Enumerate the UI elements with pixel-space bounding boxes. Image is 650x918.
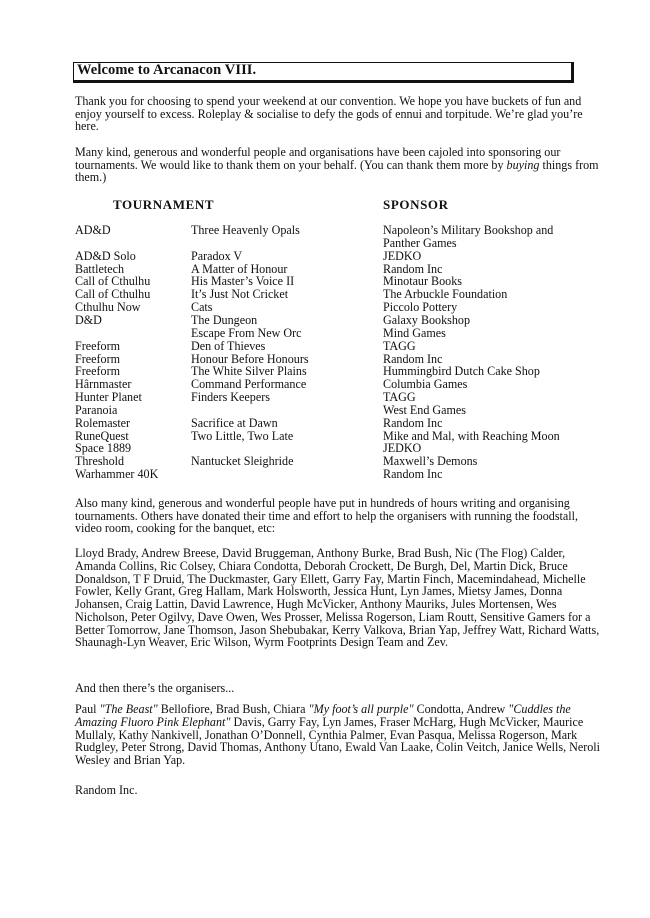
tournament-name-cell: Den of Thieves	[191, 338, 266, 353]
sponsor-cell: Maxwell’s Demons	[383, 454, 478, 469]
tournament-name-cell: A Matter of Honour	[191, 261, 288, 276]
tournament-name-cell: Command Performance	[191, 377, 307, 392]
game-system-cell: AD&D	[75, 223, 111, 237]
tournament-name-cell: Finders Keepers	[191, 390, 270, 405]
sponsor-cell: JEDKO	[383, 248, 422, 263]
sponsor-cell: Galaxy Bookshop	[383, 312, 471, 327]
helpers-intro-paragraph: Also many kind, generous and wonderful people have put in hundreds of hours writing and organising tournaments. Others have donated their time and effort to help the organisers with running the foodstall, video room, cooking for the banquet, etc:	[75, 496, 579, 536]
tournament-name-cell: Sacrifice at Dawn	[191, 415, 278, 430]
sponsor-cell: Mike and Mal, with Reaching Moon	[383, 428, 560, 443]
tournament-name-cell: The White Silver Plains	[191, 364, 307, 379]
tournament-name-cell: Cats	[191, 300, 213, 315]
intro-paragraph: Thank you for choosing to spend your weekend at our convention. We hope you have buckets of fun and enjoy yourself to excess. Roleplay & socialise to defy the gods of ennui and torpitude. We’re glad you’re here.	[75, 94, 583, 134]
organisers-intro-paragraph: And then there’s the organisers...	[75, 681, 235, 695]
table-row	[0, 314, 650, 327]
organisers-text: Paul	[75, 702, 100, 716]
sponsor-cell: Mind Games	[383, 325, 446, 340]
sponsor-cell: JEDKO	[383, 441, 422, 456]
table-row	[0, 250, 650, 263]
organiser-nickname: "The Beast"	[99, 702, 158, 716]
sponsor-cell: Random Inc	[383, 415, 443, 430]
game-system-cell: Call of Cthulhu	[75, 287, 151, 302]
organiser-nickname: "Cuddles the Amazing Fluoro Pink Elephant"	[75, 702, 571, 729]
tournament-name-cell: His Master’s Voice II	[191, 274, 295, 289]
signoff: Random Inc.	[75, 783, 138, 797]
table-row	[0, 224, 650, 237]
sponsor-cell: Minotaur Books	[383, 274, 462, 289]
game-system-cell: Hunter Planet	[75, 390, 142, 405]
tournament-name-cell: The Dungeon	[191, 312, 258, 327]
organisers-paragraph	[75, 703, 605, 767]
sponsor-cell: Random Inc	[383, 467, 443, 482]
table-row	[0, 404, 650, 417]
sponsor-cell: West End Games	[383, 402, 466, 417]
sponsor-cell: Columbia Games	[383, 377, 468, 392]
page-title: Welcome to Arcanacon VIII.	[77, 62, 257, 78]
tournament-name-cell: Honour Before Honours	[191, 351, 309, 366]
table-row	[0, 237, 650, 250]
organiser-nickname: "My foot’s all purple"	[308, 702, 414, 716]
game-system-cell: AD&D Solo	[75, 248, 136, 263]
game-system-cell: Freeform	[75, 364, 120, 379]
tournament-name-cell: Two Little, Two Late	[191, 428, 294, 443]
game-system-cell: Space 1889	[75, 441, 132, 456]
game-system-cell: Paranoia	[75, 402, 118, 417]
sponsor-cell: TAGG	[383, 338, 416, 353]
sponsor-cell: Hummingbird Dutch Cake Shop	[383, 364, 540, 379]
tournament-name-cell: Paradox V	[191, 248, 243, 263]
game-system-cell: Call of Cthulhu	[75, 274, 151, 289]
tournament-name-cell: It’s Just Not Cricket	[191, 287, 289, 302]
game-system-cell: Warhammer 40K	[75, 467, 159, 482]
sponsor-cell: Napoleon’s Military Bookshop and	[383, 223, 554, 237]
tournament-name-cell: Nantucket Sleighride	[191, 454, 294, 469]
sponsor-cell: Random Inc	[383, 351, 443, 366]
organisers-text: Condotta, Andrew	[413, 702, 509, 716]
sponsor-cell: Piccolo Pottery	[383, 300, 458, 315]
tournament-name-cell: Escape From New Orc	[191, 325, 302, 340]
game-system-cell: Hârnmaster	[75, 377, 132, 392]
sponsor-cell: TAGG	[383, 390, 416, 405]
game-system-cell: RuneQuest	[75, 428, 129, 443]
table-row	[0, 468, 650, 481]
game-system-cell: Freeform	[75, 338, 120, 353]
table-row	[0, 327, 650, 340]
sponsors-intro-text: Many kind, generous and wonderful people and organisations have been cajoled into sponsoring our tournaments. We would like to thank them on your behalf. (You can thank them more by	[75, 145, 561, 172]
sponsor-column-header: SPONSOR	[383, 197, 449, 212]
sponsor-cell: Random Inc	[383, 261, 443, 276]
game-system-cell: Rolemaster	[75, 415, 131, 430]
game-system-cell: Cthulhu Now	[75, 300, 141, 315]
sponsors-intro-paragraph	[75, 146, 605, 184]
organisers-text: Bellofiore, Brad Bush, Chiara	[157, 702, 309, 716]
table-row	[0, 417, 650, 430]
game-system-cell: Threshold	[75, 454, 125, 469]
table-row	[0, 340, 650, 353]
title-box	[73, 62, 574, 83]
game-system-cell: D&D	[75, 312, 102, 327]
organisers-text: Davis, Garry Fay, Lyn James, Fraser McHarg, Hugh McVicker, Maurice Mullaly, Kathy Nankivell, Jonathan O’Donnell, Cynthia Palmer, Evan Pasqua, Melissa Rogerson, Mark Rudgley, Peter Strong, David Thomas, Anthony Utano, Ewald Van Laake, Colin Veitch, Janice Wells, Neroli Wesley and Brian Yap.	[75, 714, 601, 767]
tournament-name-cell: Three Heavenly Opals	[191, 223, 300, 237]
sponsors-intro-tail: things from them.)	[75, 157, 599, 185]
sponsor-cell: The Arbuckle Foundation	[383, 287, 508, 302]
game-system-cell: Battletech	[75, 261, 125, 276]
sponsors-intro-emphasis: buying	[506, 157, 540, 172]
sponsor-cell: Panther Games	[383, 235, 457, 250]
helpers-names-paragraph: Lloyd Brady, Andrew Breese, David Bruggeman, Anthony Burke, Brad Bush, Nic (The Flog) Calder, Amanda Collins, Ric Colsey, Chiara Condotta, Deborah Crockett, De Burgh, Del, Martin Dick, Bruce Donaldson, T F Druid, The Duckmaster, Gary Ellett, Garry Fay, Martin Finch, Macemindahead, Michelle Fowler, Kelly Grant, Greg Hallam, Mark Holsworth, Jessica Hunt, Lyn James, Mietsy James, Donna Johansen, Craig Lattin, David Lawrence, Hugh McVicker, Anthony Mauriks, Jules Mortensen, Wes Nicholson, Peter Ogilvy, Dave Owen, Wes Prosser, Melissa Rogerson, Liam Routt, Sensitive Gamers for a Better Tomorrow, Jane Thomson, Jason Shebubakar, Kerry Valkova, Brian Yap, Jeffrey Watt, Richard Watts, Shaunagh-Lyn Weaver, Eric Wilson, Wyrm Footprints Design Team and Zev.	[75, 546, 600, 650]
game-system-cell: Freeform	[75, 351, 120, 366]
tournament-column-header: TOURNAMENT	[113, 197, 215, 212]
